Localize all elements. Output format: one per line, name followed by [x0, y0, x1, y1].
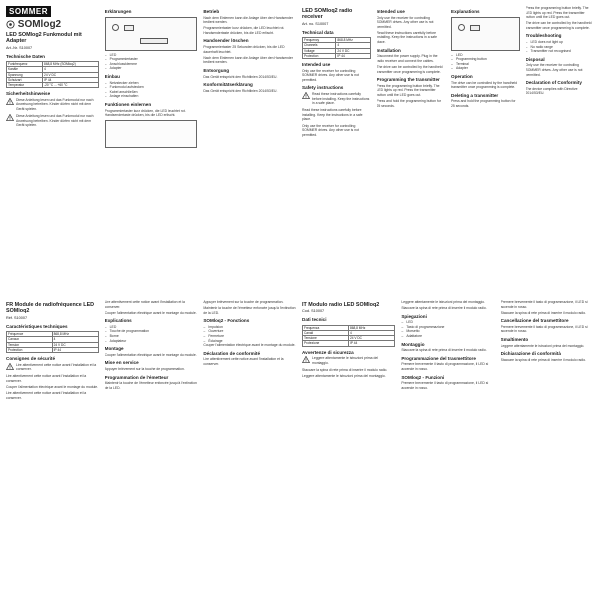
table-row: Canaux 4	[7, 337, 99, 342]
de-warning: Diese Anleitung lesen und das Funkmodul nur nach Anweisung betreiben. Kinder dürfen nicht mit dem Gerät spielen.	[6, 98, 99, 113]
fr-func-heading: SOMloq2 - Fonctions	[203, 318, 250, 324]
section-english	[302, 6, 594, 288]
fr-column-1: FR Module de radiofréquence LED SOMloq2 Réf. S10007 Caractéristiques techniques Fréquence 868,8 MHz Canaux 4 Tension 24 V DC Protection IP 44 Consignes de sécurité Lire attentivement cette notice avant l'installation et la conserver. Lire attentivement cette notice avant l'installation et la conserver. Couper l'alimentation électrique avant le montage du module. Lire attentivement cette notice avant l'installation et la conserver.	[6, 302, 99, 400]
en-trouble-heading: Troubleshooting	[525, 33, 562, 39]
table-row: Funkfrequenz 868,8 MHz (SOMloq2)	[7, 62, 99, 67]
de-spec-table	[6, 61, 99, 88]
it-tech-heading: Dati tecnici	[302, 317, 327, 323]
en-column-3: Explanations – LED – Programming button – Terminal – Adapter Operation The drive can be controlled by the handheld transmitter once programming is complete. Deleting a transmitter Press and hold the programming button for 25 seconds.	[451, 6, 520, 288]
warning-icon	[302, 356, 310, 363]
de-op-heading: Betrieb	[203, 9, 220, 14]
it-explain-heading: Spiegazioni	[401, 313, 427, 319]
en-op-heading: Operation	[451, 73, 473, 79]
fr-op-heading: Mise en service	[104, 360, 139, 366]
fr-func-list: – Impulsion – Ouverture – Fermeture – Éclairage	[203, 325, 296, 343]
it-safety-heading: Avvertenze di sicurezza	[302, 349, 354, 355]
signal-icon	[6, 20, 15, 29]
en-warning: Read these instructions carefully before installing. Keep the instructions in a safe place.	[302, 92, 371, 107]
table-row: Fréquence 868,8 MHz	[7, 332, 99, 337]
table-row: Spannung 24 V DC	[7, 72, 99, 77]
table-row: Canali 4	[303, 331, 395, 336]
en-article: Art. no. S10007	[302, 21, 329, 26]
section-french	[6, 300, 296, 594]
section-german	[6, 6, 296, 288]
en-explain-list: – LED – Programming button – Terminal – Adapter	[451, 53, 520, 71]
de-explain-heading: Erklärungen	[104, 9, 132, 14]
it-title: IT Modulo radio LED SOMloq2	[302, 302, 380, 308]
en-disposal-heading: Disposal	[525, 56, 545, 62]
en-title: LED SOMloq2 radio receiver	[302, 8, 353, 21]
en-column-1: LED SOMloq2 radio receiver Art. no. S10007 Technical data Frequency 868.8 MHz Channels 4 Voltage 24 V DC Protection IP 44 Intended use Only use the receiver for controlling SOMMER drives. Any other use is not permitted. Safety instructions Read these instructions carefully before installing. Keep the instructions in a safe place. Read these instructions carefully before installing. Keep the instructions in a safe place. Only use the receiver for controlling SOMMER drives. Any other use is not permitted.	[302, 8, 370, 137]
it-declaration-heading: Dichiarazione di conformità	[500, 351, 561, 357]
fr-warning: Lire attentivement cette notice avant l'installation et la conserver.	[6, 363, 99, 374]
led-indicator	[458, 24, 465, 31]
programming-button-illustration	[124, 25, 134, 31]
table-row: Protection IP 44	[7, 347, 99, 352]
fr-explain-heading: Explications	[104, 318, 132, 324]
table-row: Voltage 24 V DC	[303, 48, 371, 53]
logo-block	[6, 6, 99, 30]
it-disposal-heading: Smaltimento	[500, 337, 529, 343]
en-column-2: Intended use Only use the receiver for controlling SOMMER drives. Any other use is not permitted. Read these instructions carefully before installing. Keep the instructions in a safe place. Installation Disconnect the power supply. Plug in the radio receiver and connect the cables. The drive can be controlled by the handheld transmitter once programming is complete. Programming the transmitter Press the programming button briefly. The LED lights up red. Press the transmitter button until the LED goes out. Press and hold the programming button for 25 seconds.	[377, 6, 446, 288]
de-explain-list: – LED – Programmiertaster – Anschlussklemme – Adapter	[105, 53, 198, 71]
it-delete-heading: Cancellazione del trasmettitore	[500, 318, 569, 324]
device-illustration	[451, 17, 520, 51]
warning-icon	[6, 98, 14, 105]
de-column-1	[6, 6, 99, 288]
de-disposal-heading: Entsorgung	[203, 67, 230, 73]
it-install-heading: Montaggio	[401, 341, 425, 347]
de-article: Art.-Nr. S10007	[6, 45, 33, 50]
fr-learn-heading: Programmation de l'émetteur	[104, 374, 169, 380]
en-declaration-heading: Declaration of Conformity	[525, 80, 582, 86]
section-italian	[302, 300, 594, 594]
led-indicator	[112, 24, 119, 31]
de-column-2: Erklärungen – LED – Programmiertaster – Anschlussklemme – Adapter Einbau – Netzstecker ziehen – Funkmodul aufstecken – Kabel anschließen – Anlage einschalten Funktionen einlernen Programmiertaster kurz drücken, die LED leuchtet rot. Handsendertaste drücken, bis die LED erlischt.	[105, 6, 198, 288]
it-explain-list: – LED – Tasto di programmazione – Morsetto – Adattatore	[401, 320, 494, 338]
de-title: LED SOMlog2 Funkmodul mit Adapter	[6, 32, 82, 45]
fr-explain-list: – LED – Touche de programmation – Borne – Adaptateur	[105, 325, 198, 343]
transmitter-illustration	[105, 120, 198, 148]
it-learn-heading: Programmazione del trasmettitore	[401, 355, 476, 361]
it-spec-table	[302, 325, 395, 347]
table-row: Frequency 868.8 MHz	[303, 38, 371, 43]
en-install-heading: Installation	[376, 47, 401, 53]
table-row: Kanäle 4	[7, 67, 99, 72]
table-row: Schutzart IP 44	[7, 77, 99, 82]
en-spec-table	[302, 37, 371, 59]
en-safety-heading: Safety instructions	[302, 85, 344, 91]
fr-declaration-heading: Déclaration de conformité	[203, 350, 261, 356]
en-delete-heading: Deleting a transmitter	[451, 92, 499, 98]
de-declaration-heading: Konformitätserklärung	[203, 82, 253, 88]
fr-title: FR Module de radiofréquence LED SOMloq2	[6, 302, 95, 315]
warning-icon	[6, 363, 14, 370]
it-warning: Leggere attentamente le istruzioni prima del montaggio.	[302, 356, 395, 367]
table-row: Temperatur -20 °C ... +60 °C	[7, 83, 99, 88]
de-safety-heading: Sicherheitshinweise	[6, 91, 51, 97]
table-row: Tension 24 V DC	[7, 342, 99, 347]
warning-icon	[302, 92, 310, 99]
fr-tech-heading: Caractéristiques techniques	[6, 323, 68, 329]
fr-spec-table	[6, 331, 99, 353]
terminal-illustration	[140, 38, 168, 44]
table-row: Protezione IP 44	[303, 341, 395, 346]
it-column-1: IT Modulo radio LED SOMloq2 Cod. S10007 Dati tecnici Frequenza 868,8 MHz Canali 4 Tensione 24 V DC Protezione IP 44 Avvertenze di sicurezza Leggere attentamente le istruzioni prima del montaggio. Staccare la spina di rete prima di inserire il modulo radio. Leggere attentamente le istruzioni prima del montaggio.	[302, 300, 395, 594]
somloq-logo	[6, 19, 99, 30]
table-row: Tensione 24 V DC	[303, 336, 395, 341]
fr-install-heading: Montage	[104, 346, 124, 352]
fr-column-3: Appuyer brièvement sur la touche de programmation. Maintenir la touche de l'émetteur enfoncée jusqu'à l'extinction de la LED. SOMloq2 - Fonctions – Impulsion – Ouverture – Fermeture – Éclairage Couper l'alimentation électrique avant le montage du module. Déclaration de conformité Lire attentivement cette notice avant l'installation et la conserver.	[203, 300, 296, 594]
fr-safety-heading: Consignes de sécurité	[6, 356, 56, 362]
table-row: Frequenza 868,8 MHz	[303, 325, 395, 330]
de-tech-heading: Technische Daten	[6, 53, 45, 59]
en-trouble-list: – LED does not light up – No radio range – Transmitter not recognised	[526, 40, 595, 54]
it-article: Cod. S10007	[302, 309, 325, 314]
it-column-2: Leggere attentamente le istruzioni prima del montaggio. Staccare la spina di rete prima di inserire il modulo radio. Spiegazioni – LED – Tasto di programmazione – Morsetto – Adattatore Montaggio Staccare la spina di rete prima di inserire il modulo radio. Programmazione del trasmettitore Premere brevemente il tasto di programmazione, il LED si accende in rosso. SOMloq2 - Funzioni Premere brevemente il tasto di programmazione, il LED si accende in rosso.	[401, 300, 494, 594]
fr-column-2: Lire attentivement cette notice avant l'installation et la conserver. Couper l'alimentation électrique avant le montage du module. Explications – LED – Touche de programmation – Borne – Adaptateur Montage Couper l'alimentation électrique avant le montage du module. Mise en service Appuyer brièvement sur la touche de programmation. Programmation de l'émetteur Maintenir la touche de l'émetteur enfoncée jusqu'à l'extinction de la LED.	[105, 300, 198, 594]
en-intended-heading-2: Intended use	[376, 9, 405, 14]
de-install-list: – Netzstecker ziehen – Funkmodul aufstecken – Kabel anschließen – Anlage einschalten	[105, 81, 198, 99]
en-explain-heading: Explanations	[451, 9, 480, 14]
it-column-3: Premere brevemente il tasto di programmazione, il LED si accende in rosso. Staccare la spina di rete prima di inserire il modulo radio. Cancellazione del trasmettitore Premere brevemente il tasto di programmazione, il LED si accende in rosso. Smaltimento Leggere attentamente le istruzioni prima del montaggio. Dichiarazione di conformità Staccare la spina di rete prima di inserire il modulo radio.	[501, 300, 594, 594]
somloq-logo-text: SOMlog2	[17, 19, 62, 30]
device-illustration	[105, 17, 198, 51]
en-intended-heading: Intended use	[302, 62, 331, 68]
fr-article: Réf. S10007	[6, 315, 28, 320]
en-learn-heading: Programming the transmitter	[376, 77, 440, 83]
en-tech-heading: Technical data	[302, 29, 334, 35]
de-learn-heading: Funktionen einlernen	[104, 101, 152, 107]
table-row: Channels 4	[303, 43, 371, 48]
de-delete-heading: Handsender löschen	[203, 38, 249, 44]
de-install-heading: Einbau	[104, 73, 120, 79]
programming-button-illustration	[470, 25, 480, 31]
en-column-4: Press the programming button briefly. The LED lights up red. Press the transmitter button until the LED goes out. The drive can be controlled by the handheld transmitter once programming is complete. Troubleshooting – LED does not light up – No radio range – Transmitter not recognised Disposal Only use the receiver for controlling SOMMER drives. Any other use is not permitted. Declaration of Conformity The device complies with Directive 2014/53/EU.	[526, 6, 595, 288]
sommer-logo: SOMMER	[6, 6, 51, 17]
de-warning: Diese Anleitung lesen und das Funkmodul nur nach Anweisung betreiben. Kinder dürfen nicht mit dem Gerät spielen.	[6, 114, 99, 129]
warning-icon	[6, 114, 14, 121]
table-row: Protection IP 44	[303, 53, 371, 58]
de-column-3: Betrieb Nach dem Einlernen kann die Anlage über den Handsender bedient werden. Programmiertaster kurz drücken, die LED leuchtet rot. Handsendertaste drücken, bis die LED erlischt. Handsender löschen Programmiertaster 25 Sekunden drücken, bis die LED dauerhaft leuchtet. Nach dem Einlernen kann die Anlage über den Handsender bedient werden. Entsorgung Das Gerät entspricht den Richtlinien 2014/53/EU. Konformitätserklärung Das Gerät entspricht den Richtlinien 2014/53/EU.	[203, 6, 296, 288]
it-func-heading: SOMloq2 - Funzioni	[401, 374, 445, 380]
